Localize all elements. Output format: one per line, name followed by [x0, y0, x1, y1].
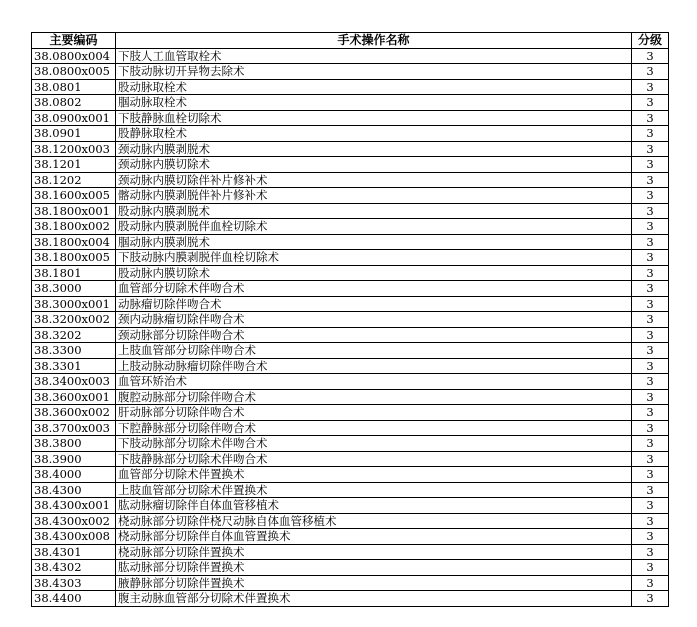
table-row — [32, 110, 669, 126]
grade-cell: 3 — [632, 358, 669, 374]
code-cell: 38.4301 — [32, 544, 116, 560]
grade-cell: 3 — [632, 296, 669, 312]
name-cell: 肱动脉部分切除伴置换术 — [116, 560, 632, 576]
name-cell: 股静脉取栓术 — [116, 126, 632, 142]
grade-cell: 3 — [632, 420, 669, 436]
code-cell: 38.4300x002 — [32, 513, 116, 529]
table-row — [32, 48, 669, 64]
grade-cell: 3 — [632, 560, 669, 576]
header-name: 手术操作名称 — [116, 33, 632, 49]
table-row — [32, 203, 669, 219]
table-row — [32, 281, 669, 297]
grade-cell: 3 — [632, 575, 669, 591]
code-cell: 38.0802 — [32, 95, 116, 111]
table-row — [32, 513, 669, 529]
name-cell: 血管部分切除术伴置换术 — [116, 467, 632, 483]
code-cell: 38.1800x002 — [32, 219, 116, 235]
code-cell: 38.3700x003 — [32, 420, 116, 436]
name-cell: 桡动脉部分切除伴桡尺动脉自体血管移植术 — [116, 513, 632, 529]
code-cell: 38.1800x001 — [32, 203, 116, 219]
code-cell: 38.3800 — [32, 436, 116, 452]
table-body — [32, 48, 669, 606]
table-row — [32, 79, 669, 95]
table-row — [32, 188, 669, 204]
table-row — [32, 343, 669, 359]
code-cell: 38.3900 — [32, 451, 116, 467]
name-cell: 颈动脉内膜剥脱术 — [116, 141, 632, 157]
grade-cell: 3 — [632, 219, 669, 235]
name-cell: 下肢静脉血栓切除术 — [116, 110, 632, 126]
code-cell: 38.1800x004 — [32, 234, 116, 250]
name-cell: 腹腔动脉部分切除伴吻合术 — [116, 389, 632, 405]
table-row — [32, 374, 669, 390]
grade-cell: 3 — [632, 591, 669, 607]
code-cell: 38.4302 — [32, 560, 116, 576]
code-cell: 38.0801 — [32, 79, 116, 95]
name-cell: 下肢动脉部分切除术伴吻合术 — [116, 436, 632, 452]
grade-cell: 3 — [632, 482, 669, 498]
grade-cell: 3 — [632, 529, 669, 545]
grade-cell: 3 — [632, 48, 669, 64]
code-cell: 38.1600x005 — [32, 188, 116, 204]
code-cell: 38.4400 — [32, 591, 116, 607]
table-row — [32, 405, 669, 421]
table-row — [32, 250, 669, 266]
grade-cell: 3 — [632, 188, 669, 204]
name-cell: 股动脉取栓术 — [116, 79, 632, 95]
table-row — [32, 467, 669, 483]
grade-cell: 3 — [632, 110, 669, 126]
header-grade: 分级 — [632, 33, 669, 49]
table-row — [32, 529, 669, 545]
name-cell: 肱动脉瘤切除伴自体血管移植术 — [116, 498, 632, 514]
table-row — [32, 451, 669, 467]
name-cell: 股动脉内膜剥脱术 — [116, 203, 632, 219]
table-row — [32, 312, 669, 328]
table-row — [32, 126, 669, 142]
grade-cell: 3 — [632, 498, 669, 514]
name-cell: 股动脉内膜切除术 — [116, 265, 632, 281]
grade-cell: 3 — [632, 327, 669, 343]
table-row — [32, 358, 669, 374]
name-cell: 上肢血管部分切除术伴置换术 — [116, 482, 632, 498]
name-cell: 颈动脉内膜切除术 — [116, 157, 632, 173]
name-cell: 桡动脉部分切除伴置换术 — [116, 544, 632, 560]
table-row — [32, 141, 669, 157]
code-cell: 38.3000 — [32, 281, 116, 297]
grade-cell: 3 — [632, 79, 669, 95]
table-row — [32, 389, 669, 405]
name-cell: 下肢静脉部分切除术伴吻合术 — [116, 451, 632, 467]
grade-cell: 3 — [632, 436, 669, 452]
code-cell: 38.3400x003 — [32, 374, 116, 390]
procedure-table — [31, 32, 669, 607]
code-cell: 38.0800x004 — [32, 48, 116, 64]
name-cell: 下肢动脉内膜剥脱伴血栓切除术 — [116, 250, 632, 266]
name-cell: 动脉瘤切除伴吻合术 — [116, 296, 632, 312]
table-row — [32, 560, 669, 576]
table-row — [32, 575, 669, 591]
name-cell: 颈动脉内膜切除伴补片修补术 — [116, 172, 632, 188]
table-header-row — [32, 33, 669, 49]
grade-cell: 3 — [632, 389, 669, 405]
code-cell: 38.3600x001 — [32, 389, 116, 405]
name-cell: 髂动脉内膜剥脱伴补片修补术 — [116, 188, 632, 204]
header-code: 主要编码 — [32, 33, 116, 49]
table-row — [32, 234, 669, 250]
code-cell: 38.1201 — [32, 157, 116, 173]
name-cell: 上肢血管部分切除伴吻合术 — [116, 343, 632, 359]
name-cell: 下腔静脉部分切除伴吻合术 — [116, 420, 632, 436]
table-row — [32, 498, 669, 514]
grade-cell: 3 — [632, 451, 669, 467]
grade-cell: 3 — [632, 281, 669, 297]
grade-cell: 3 — [632, 203, 669, 219]
name-cell: 下肢动脉切开异物去除术 — [116, 64, 632, 80]
table-row — [32, 327, 669, 343]
name-cell: 下肢人工血管取栓术 — [116, 48, 632, 64]
name-cell: 腋静脉部分切除伴置换术 — [116, 575, 632, 591]
code-cell: 38.0800x005 — [32, 64, 116, 80]
code-cell: 38.4300x001 — [32, 498, 116, 514]
code-cell: 38.4300x008 — [32, 529, 116, 545]
table-row — [32, 482, 669, 498]
code-cell: 38.3000x001 — [32, 296, 116, 312]
grade-cell: 3 — [632, 513, 669, 529]
grade-cell: 3 — [632, 544, 669, 560]
name-cell: 颈动脉部分切除伴吻合术 — [116, 327, 632, 343]
table-row — [32, 95, 669, 111]
code-cell: 38.3600x002 — [32, 405, 116, 421]
table-row — [32, 265, 669, 281]
name-cell: 腘动脉取栓术 — [116, 95, 632, 111]
code-cell: 38.1200x003 — [32, 141, 116, 157]
code-cell: 38.3300 — [32, 343, 116, 359]
grade-cell: 3 — [632, 234, 669, 250]
grade-cell: 3 — [632, 250, 669, 266]
name-cell: 颈内动脉瘤切除伴吻合术 — [116, 312, 632, 328]
name-cell: 肝动脉部分切除伴吻合术 — [116, 405, 632, 421]
code-cell: 38.1801 — [32, 265, 116, 281]
name-cell: 上肢动脉动脉瘤切除伴吻合术 — [116, 358, 632, 374]
code-cell: 38.4000 — [32, 467, 116, 483]
table-row — [32, 544, 669, 560]
code-cell: 38.4300 — [32, 482, 116, 498]
table-row — [32, 172, 669, 188]
code-cell: 38.1202 — [32, 172, 116, 188]
grade-cell: 3 — [632, 95, 669, 111]
grade-cell: 3 — [632, 141, 669, 157]
table-row — [32, 436, 669, 452]
grade-cell: 3 — [632, 467, 669, 483]
code-cell: 38.0900x001 — [32, 110, 116, 126]
table-row — [32, 591, 669, 607]
grade-cell: 3 — [632, 405, 669, 421]
grade-cell: 3 — [632, 374, 669, 390]
table-row — [32, 219, 669, 235]
grade-cell: 3 — [632, 64, 669, 80]
name-cell: 腹主动脉血管部分切除术伴置换术 — [116, 591, 632, 607]
code-cell: 38.3200x002 — [32, 312, 116, 328]
name-cell: 腘动脉内膜剥脱术 — [116, 234, 632, 250]
grade-cell: 3 — [632, 265, 669, 281]
code-cell: 38.4303 — [32, 575, 116, 591]
table-row — [32, 296, 669, 312]
table-row — [32, 420, 669, 436]
grade-cell: 3 — [632, 126, 669, 142]
name-cell: 桡动脉部分切除伴自体血管置换术 — [116, 529, 632, 545]
table-row — [32, 157, 669, 173]
grade-cell: 3 — [632, 157, 669, 173]
grade-cell: 3 — [632, 343, 669, 359]
code-cell: 38.3301 — [32, 358, 116, 374]
grade-cell: 3 — [632, 312, 669, 328]
code-cell: 38.1800x005 — [32, 250, 116, 266]
code-cell: 38.0901 — [32, 126, 116, 142]
name-cell: 股动脉内膜剥脱伴血栓切除术 — [116, 219, 632, 235]
code-cell: 38.3202 — [32, 327, 116, 343]
name-cell: 血管环矫治术 — [116, 374, 632, 390]
table-row — [32, 64, 669, 80]
name-cell: 血管部分切除术伴吻合术 — [116, 281, 632, 297]
grade-cell: 3 — [632, 172, 669, 188]
